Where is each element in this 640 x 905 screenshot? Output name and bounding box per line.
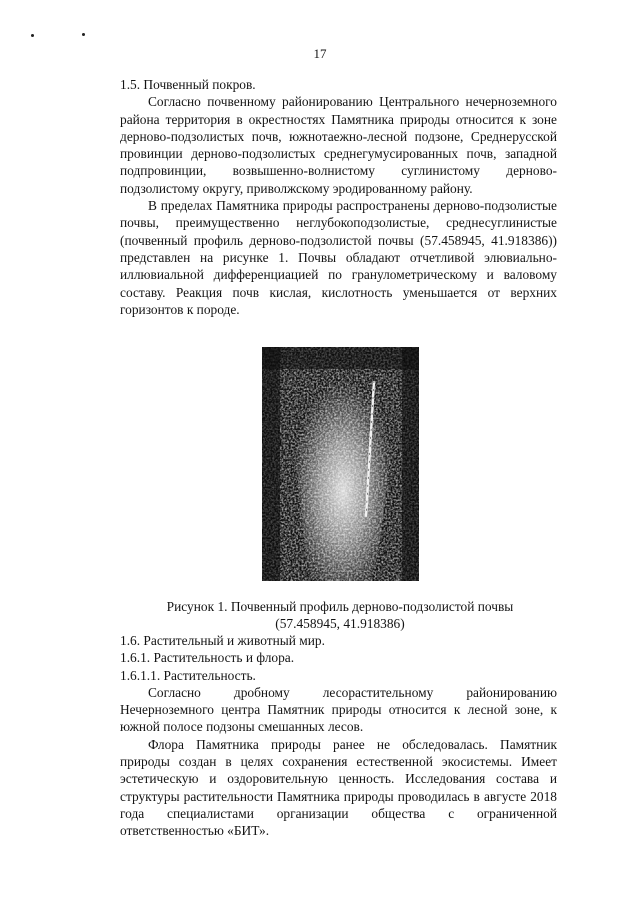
soil-profile-image [262, 347, 419, 581]
paragraph: Флора Памятника природы ранее не обследовалась. Памятник природы создан в целях сохранения естественной экосистемы. Имеет эстетическую и оздоровительную ценность. Исследования состава и структуры растительности Памятника природы проводилась в августе 2018 года специалистами организации общества с ограниченной ответственностью «БИТ». [120, 736, 557, 839]
figure-caption-coordinates: (57.458945, 41.918386) [275, 616, 405, 631]
section-heading: 1.6. Растительный и животный мир. [120, 633, 325, 648]
figure-caption-title: Рисунок 1. Почвенный профиль дерново-подзолистой почвы [166, 599, 514, 614]
paragraph: В пределах Памятника природы распространены дерново-подзолистые почвы, преимущественно неглубокоподзолистые, среднесуглинистые (почвенный профиль дерново-подзолистой почвы (57.458945, 41.918386)) представлен на рисунке 1. Почвы обладают отчетливой элювиально-иллювиальной дифференциацией по гранулометрическому и валовому составу. Реакция почв кислая, кислотность уменьшается от верхних горизонтов к породе. [120, 198, 557, 317]
paragraph: Согласно дробному лесорастительному районированию Нечерноземного центра Памятник природы относится к лесной зоне, к южной полосе подзоны смешанных лесов. [120, 684, 557, 735]
paragraph: Согласно почвенному районированию Центрального нечерноземного района территория в окрестностях Памятника природы относится к зоне дерново-подзолистых почв, южнотаежно-лесной подзоне, Среднерусской провинции дерново-подзолистых среднегумусированных почв, западной подпровинции, возвышенно-волнистому суглинистому дерново-подзолистому округу, приволжскому эродированному району. [120, 94, 557, 196]
scan-speck [82, 33, 85, 36]
section-heading: 1.5. Почвенный покров. [120, 77, 256, 92]
scan-speck [31, 34, 34, 37]
figure-caption [100, 598, 580, 632]
page-number: 17 [313, 46, 327, 61]
subsubsection-heading: 1.6.1.1. Растительность. [120, 667, 256, 683]
soil-profile-photo [262, 347, 419, 581]
section-flora-fauna [120, 632, 557, 840]
section-soil-cover [120, 76, 557, 318]
subsection-heading: 1.6.1. Растительность и флора. [120, 650, 295, 666]
